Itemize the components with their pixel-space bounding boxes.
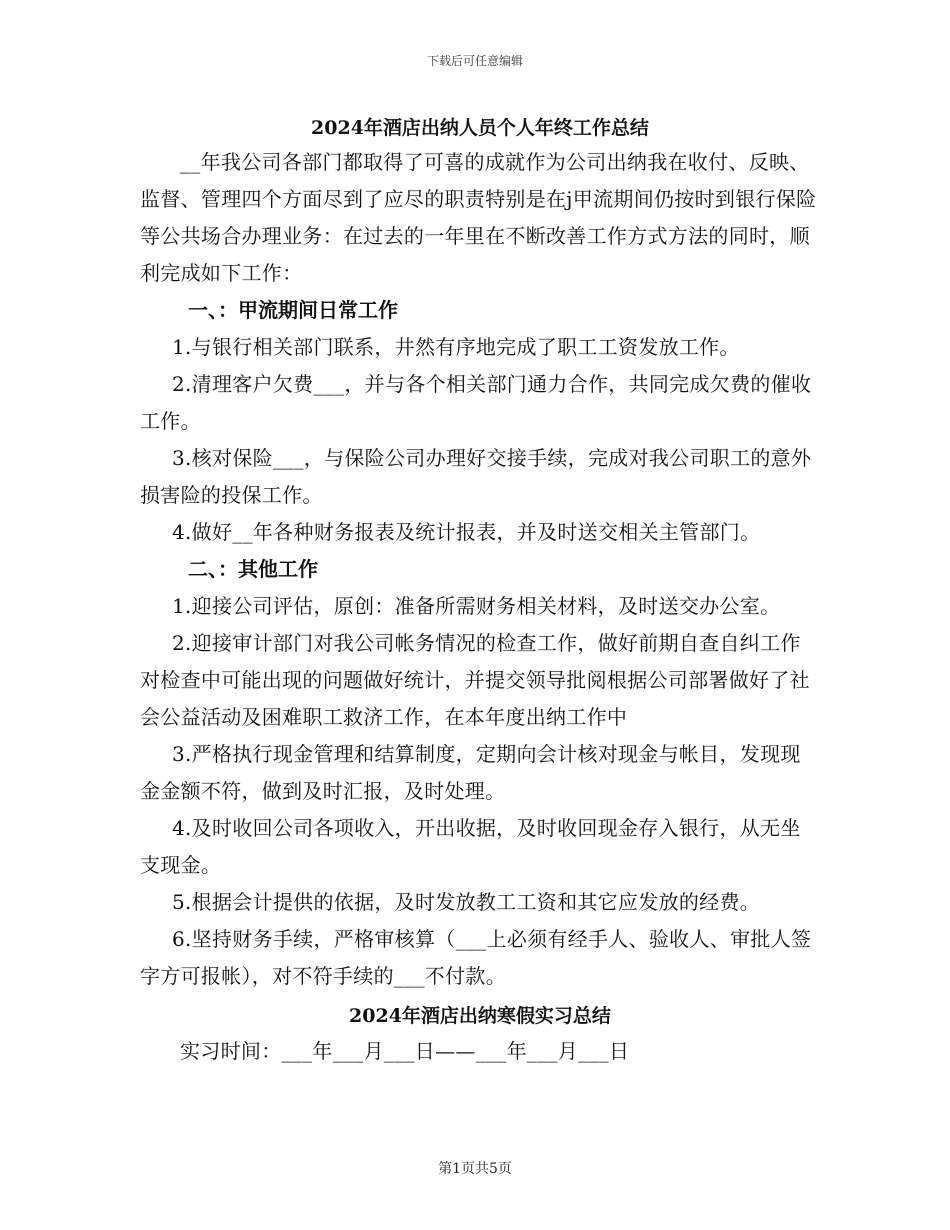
section-1-item: 4.做好__年各种财务报表及统计报表，并及时送交相关主管部门。 xyxy=(172,520,761,544)
document-title: 2024年酒店出纳人员个人年终工作总结 xyxy=(311,117,649,139)
internship-time-line: 实习时间：___年___月___日——___年___月___日 xyxy=(180,1039,630,1063)
second-document-title: 2024年酒店出纳寒假实习总结 xyxy=(349,1005,611,1027)
section-2-item: 5.根据会计提供的依据，及时发放教工工资和其它应发放的经费。 xyxy=(172,890,761,914)
section-1-heading: 一、：甲流期间日常工作 xyxy=(188,298,398,322)
section-2-item: 2.迎接审计部门对我公司帐务情况的检查工作，做好前期自查自纠工作对检查中可能出现的问题做好统计，并提交领导批阅根据公司部署做好了社会公益活动及困难职工救济工作，在本年度出纳工作中 xyxy=(140,631,810,729)
document-body xyxy=(140,112,820,1070)
section-2-item: 1.迎接公司评估，原创：准备所需财务相关材料，及时送交办公室。 xyxy=(172,594,781,618)
section-1-item: 3.核对保险___，与保险公司办理好交接手续，完成对我公司职工的意外损害险的投保工作。 xyxy=(140,446,812,507)
page-footer-pagination: 第1页共5页 xyxy=(438,1161,512,1177)
intro-paragraph: __年我公司各部门都取得了可喜的成就作为公司出纳我在收付、反映、监督、管理四个方面尽到了应尽的职责特别是在j甲流期间仍按时到银行保险等公共场合办理业务：在过去的一年里在不断改善工作方式方法的同时，顺利完成如下工作： xyxy=(140,150,817,285)
section-2-heading: 二、：其他工作 xyxy=(188,557,318,581)
page-header-note: 下载后可任意编辑 xyxy=(426,54,523,68)
section-1-item: 1.与银行相关部门联系，井然有序地完成了职工工资发放工作。 xyxy=(172,335,740,359)
section-2-item: 3.严格执行现金管理和结算制度，定期向会计核对现金与帐目，发现现金金额不符，做到及时汇报，及时处理。 xyxy=(140,742,801,803)
section-2-item: 6.坚持财务手续，严格审核算（___上必须有经手人、验收人、审批人签字方可报帐），对不符手续的___不付款。 xyxy=(140,927,812,988)
section-2-item: 4.及时收回公司各项收入，开出收据，及时收回现金存入银行，从无坐支现金。 xyxy=(140,816,801,877)
section-1-item: 2.清理客户欠费___，并与各个相关部门通力合作，共同完成欠费的催收工作。 xyxy=(140,372,812,433)
